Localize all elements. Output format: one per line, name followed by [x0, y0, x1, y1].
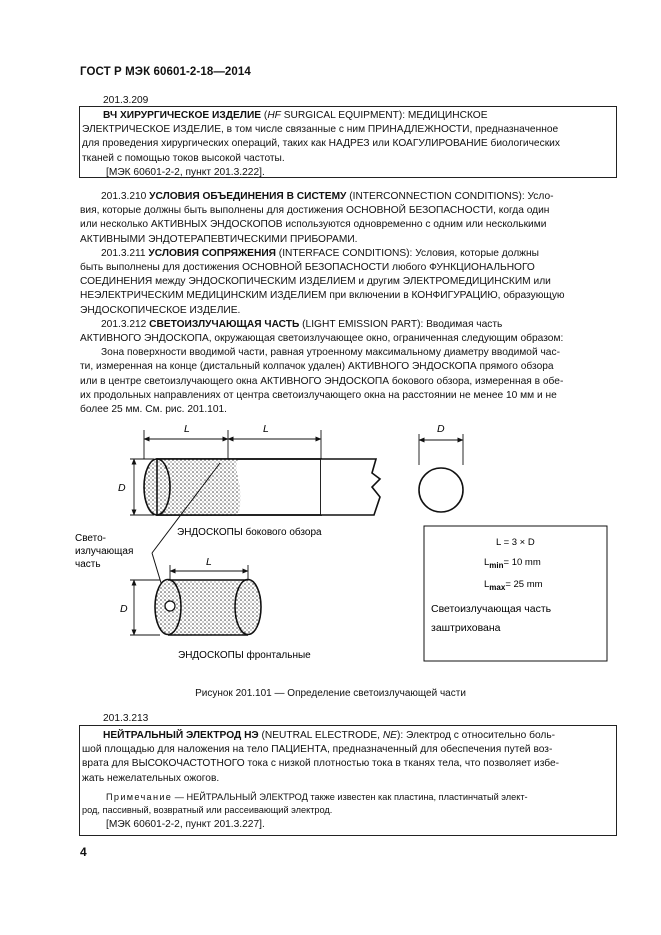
text-run: NE	[382, 730, 397, 741]
text-run: жать нежелательных ожогов.	[82, 772, 220, 784]
text-line	[80, 375, 616, 389]
text-run: ЭЛЕКТРИЧЕСКОЕ ИЗДЕЛИЕ, в том числе связанные с ним ПРИНАДЛЕЖНОСТИ, предназначенное	[82, 124, 559, 136]
side-endoscope-label: ЭНДОСКОПЫ бокового обзора	[177, 527, 322, 538]
text-run: более 25 мм. См. рис. 201.101.	[80, 404, 228, 416]
page-number: 4	[80, 845, 87, 859]
document-header: ГОСТ Р МЭК 60601-2-18—2014	[80, 66, 251, 78]
dim-label-d2: D	[437, 423, 445, 435]
text-line	[80, 247, 616, 261]
text-run: АКТИВНОГО ЭНДОСКОПА, окружающая светоизлучающее окно, ограниченная следующим образом:	[80, 333, 564, 345]
legend-line-2: заштрихована	[431, 622, 501, 634]
text-line	[82, 109, 614, 123]
text-line	[82, 729, 614, 743]
text-run: или несколько АКТИВНЫХ ЭНДОСКОПОВ используются одновременно с одним или несколькими	[80, 219, 547, 231]
text-line	[82, 772, 614, 786]
dim-label-l3: L	[206, 556, 212, 568]
text-run: НЕЭЛЕКТРИЧЕСКИМ МЕДИЦИНСКИМ ИЗДЕЛИЕМ при включении в КОНФИГУРАЦИЮ, образующую	[80, 290, 565, 302]
callout-line-2: излучающая	[75, 546, 134, 557]
legend-equation: L = 3 × D	[496, 537, 535, 548]
text-run: (INTERFACE CONDITIONS): Условия, которые должны	[275, 247, 539, 259]
text-line	[82, 123, 614, 137]
text-line	[80, 204, 616, 218]
text-run: или в центре светоизлучающего окна АКТИВНОГО ЭНДОСКОПА бокового обзора, измеренная в обе-	[80, 375, 564, 387]
term-209-definition	[82, 109, 614, 180]
text-run: тканей с помощью токов высокой частоты.	[82, 152, 285, 164]
text-run: Зона поверхности вводимой части, равная утроенному максимальному диаметру вводимой час-	[101, 347, 560, 359]
section-209-number: 201.3.209	[103, 95, 149, 106]
text-line	[80, 360, 616, 374]
side-view-endoscope	[144, 459, 380, 515]
text-run: АКТИВНЫМИ ЭНДОТЕРАПЕВТИЧЕСКИМИ ПРИБОРАМИ.	[80, 233, 358, 245]
dim-label-d1: D	[118, 482, 126, 494]
text-run: ВЧ ХИРУРГИЧЕСКОЕ ИЗДЕЛИЕ	[103, 110, 262, 121]
text-run: ти, измеренная на конце (дистальный колпачок удален) АКТИВНОГО ЭНДОСКОПА прямого обзора	[80, 361, 554, 373]
legend-lmax: $L_{max}= 25$ mm	[484, 579, 543, 592]
dim-label-l2: L	[263, 423, 269, 435]
text-line	[80, 233, 616, 247]
note-label: Примечание	[106, 792, 173, 802]
callout-line-1: Свето-	[75, 533, 107, 544]
legend-lmin: $L_{min}= 10$ mm	[484, 557, 541, 570]
text-line	[80, 318, 616, 332]
text-line	[80, 304, 616, 318]
text-line	[80, 346, 616, 360]
text-run: для проведения хирургических операций, таких как НАДРЕЗ или КОАГУЛИРОВАНИЕ биологических	[82, 138, 560, 150]
reference-213: [МЭК 60601-2-2, пункт 201.3.227].	[106, 819, 265, 830]
text-run: быть выполнены для достижения ОСНОВНОЙ БЕЗОПАСНОСТИ любого ФУНКЦИОНАЛЬНОГО	[80, 262, 535, 274]
text-run: (	[261, 110, 268, 121]
note-213	[82, 791, 614, 817]
text-run: УСЛОВИЯ ОБЪЕДИНЕНИЯ В СИСТЕМУ	[149, 191, 347, 202]
text-line	[80, 275, 616, 289]
text-run: СОЕДИНЕНИЯ между ЭНДОСКОПИЧЕСКИМ ИЗДЕЛИЕМ и другим ЭЛЕКТРОМЕДИЦИНСКИМ или	[80, 276, 551, 288]
text-run: вия, которые должны быть выполнены для достижения ОСНОВНОЙ БЕЗОПАСНОСТИ, когда один	[80, 205, 550, 217]
text-line	[82, 743, 614, 757]
text-run: 201.3.211	[101, 247, 149, 259]
text-run: врата для ВЫСОКОЧАСТОТНОГО тока с низкой плотностью тока в тканях тела, что позволяет избе-	[82, 758, 560, 770]
callout-line-3: часть	[75, 559, 101, 570]
text-line	[80, 389, 616, 403]
text-line	[82, 757, 614, 771]
term-213-definition	[82, 729, 614, 786]
text-line	[80, 218, 616, 232]
text-run: шой площадью для наложения на тело ПАЦИЕНТА, предназначенный для обеспечения путей воз-	[82, 744, 553, 756]
text-run: SURGICAL EQUIPMENT): МЕДИЦИНСКОЕ	[280, 110, 488, 121]
text-line	[80, 261, 616, 275]
dim-label-d3: D	[120, 603, 128, 615]
text-run: (INTERCONNECTION CONDITIONS): Усло-	[346, 191, 554, 202]
note-line: род, пассивный, возвратный или рассеивающий электрод.	[82, 805, 333, 815]
dim-label-l1: L	[184, 423, 190, 435]
note-line: Примечание — НЕЙТРАЛЬНЫЙ ЭЛЕКТРОД также известен как пластина, пластинчатый элект-	[106, 792, 528, 802]
text-run: их продольных направлениях от центра светоизлучающего окна на расстоянии не менее 10 мм и не	[80, 389, 557, 401]
text-run: НЕЙТРАЛЬНЫЙ ЭЛЕКТРОД НЭ	[103, 730, 259, 741]
text-line	[82, 137, 614, 151]
reference-209: [МЭК 60601-2-2, пункт 201.3.222].	[106, 166, 265, 178]
cross-section	[419, 434, 463, 512]
text-run: УСЛОВИЯ СОПРЯЖЕНИЯ	[148, 247, 276, 259]
text-run: СВЕТОИЗЛУЧАЮЩАЯ ЧАСТЬ	[149, 318, 300, 330]
section-213-number: 201.3.213	[103, 713, 149, 724]
legend-line-1: Светоизлучающая часть	[431, 603, 552, 615]
body-text	[80, 190, 616, 417]
text-line	[80, 289, 616, 303]
front-endoscope-label: ЭНДОСКОПЫ фронтальные	[178, 650, 311, 661]
figure-caption: Рисунок 201.101 — Определение светоизлучающей части	[195, 688, 466, 699]
text-run: HF	[267, 110, 281, 121]
text-line	[80, 332, 616, 346]
text-line	[82, 152, 614, 166]
text-run: (NEUTRAL ELECTRODE,	[258, 730, 383, 741]
text-line	[80, 190, 616, 204]
text-run: 201.3.210	[101, 191, 150, 202]
text-run: ): Электрод с относительно боль-	[396, 730, 556, 741]
text-run: 201.3.212	[101, 318, 150, 330]
text-run: ЭНДОСКОПИЧЕСКОЕ ИЗДЕЛИЕ.	[80, 304, 241, 316]
front-view-endoscope	[155, 580, 261, 636]
figure-201-101	[60, 415, 620, 685]
text-run: (LIGHT EMISSION PART): Вводимая часть	[299, 318, 503, 330]
